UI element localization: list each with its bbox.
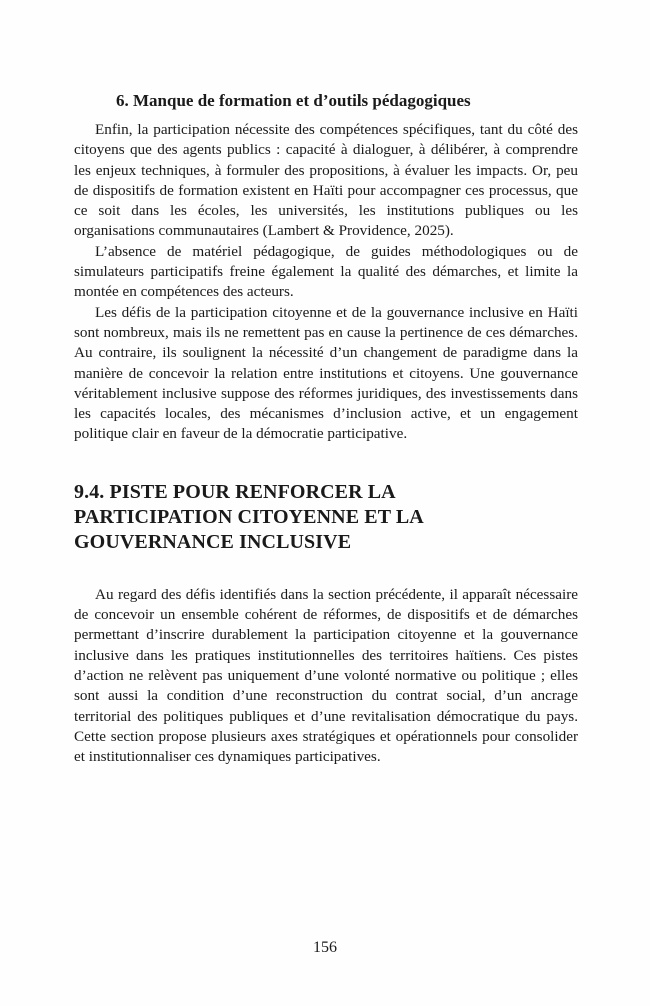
section-title	[74, 480, 578, 555]
paragraph-challenges-conclusion: Les défis de la participation citoyenne et de la gouvernance inclusive en Haïti sont nombreux, mais ils ne remettent pas en cause la pertinence de ces démarches. Au contraire, ils soulignent la nécessité d’un changement de paradigme dans la manière de concevoir la relation entre institutions et citoyens. Une gouvernance véritablement inclusive suppose des réformes juridiques, des investissements dans les capacités locales, des mécanismes d’inclusion active, et un engagement politique clair en faveur de la démocratie participative.	[74, 303, 578, 443]
section-title-line-1: 9.4. PISTE POUR RENFORCER LA	[74, 480, 396, 503]
section-title-line-3: GOUVERNANCE INCLUSIVE	[74, 530, 352, 553]
section-title-line-2: PARTICIPATION CITOYENNE ET LA	[74, 505, 424, 528]
paragraph-training-skills: Enfin, la participation nécessite des compétences spécifiques, tant du côté des citoyens que des agents publics : capacité à dialoguer, à délibérer, à comprendre les enjeux techniques, à formuler des propositions, à évaluer les impacts. Or, peu de dispositifs de formation existent en Haïti pour accompagner ces processus, que ce soit dans les écoles, les universités, les institutions publiques ou les organisations communautaires (Lambert & Providence, 2025).	[74, 121, 578, 240]
subsection-title: 6. Manque de formation et d’outils pédagogiques	[116, 91, 471, 110]
page-body	[74, 90, 578, 767]
paragraph-section-intro: Au regard des défis identifiés dans la section précédente, il apparaît nécessaire de concevoir un ensemble cohérent de réformes, de dispositifs et de démarches permettant d’inscrire durablement la participation citoyenne et la gouvernance inclusive dans les pratiques institutionnelles des territoires haïtiens. Ces pistes d’action ne relèvent pas uniquement d’une volonté normative ou politique ; elles sont aussi la condition d’une reconstruction du contrat social, d’un ancrage territorial des politiques publiques et d’une revitalisation démocratique du pays. Cette section propose plusieurs axes stratégiques et opérationnels pour consolider et institutionnaliser ces dynamiques participatives.	[74, 585, 578, 766]
paragraph-pedagogical-material: L’absence de matériel pédagogique, de guides méthodologiques ou de simulateurs participatifs freine également la qualité des démarches, et limite la montée en compétences des acteurs.	[74, 242, 578, 301]
page-number: 156	[313, 939, 337, 956]
